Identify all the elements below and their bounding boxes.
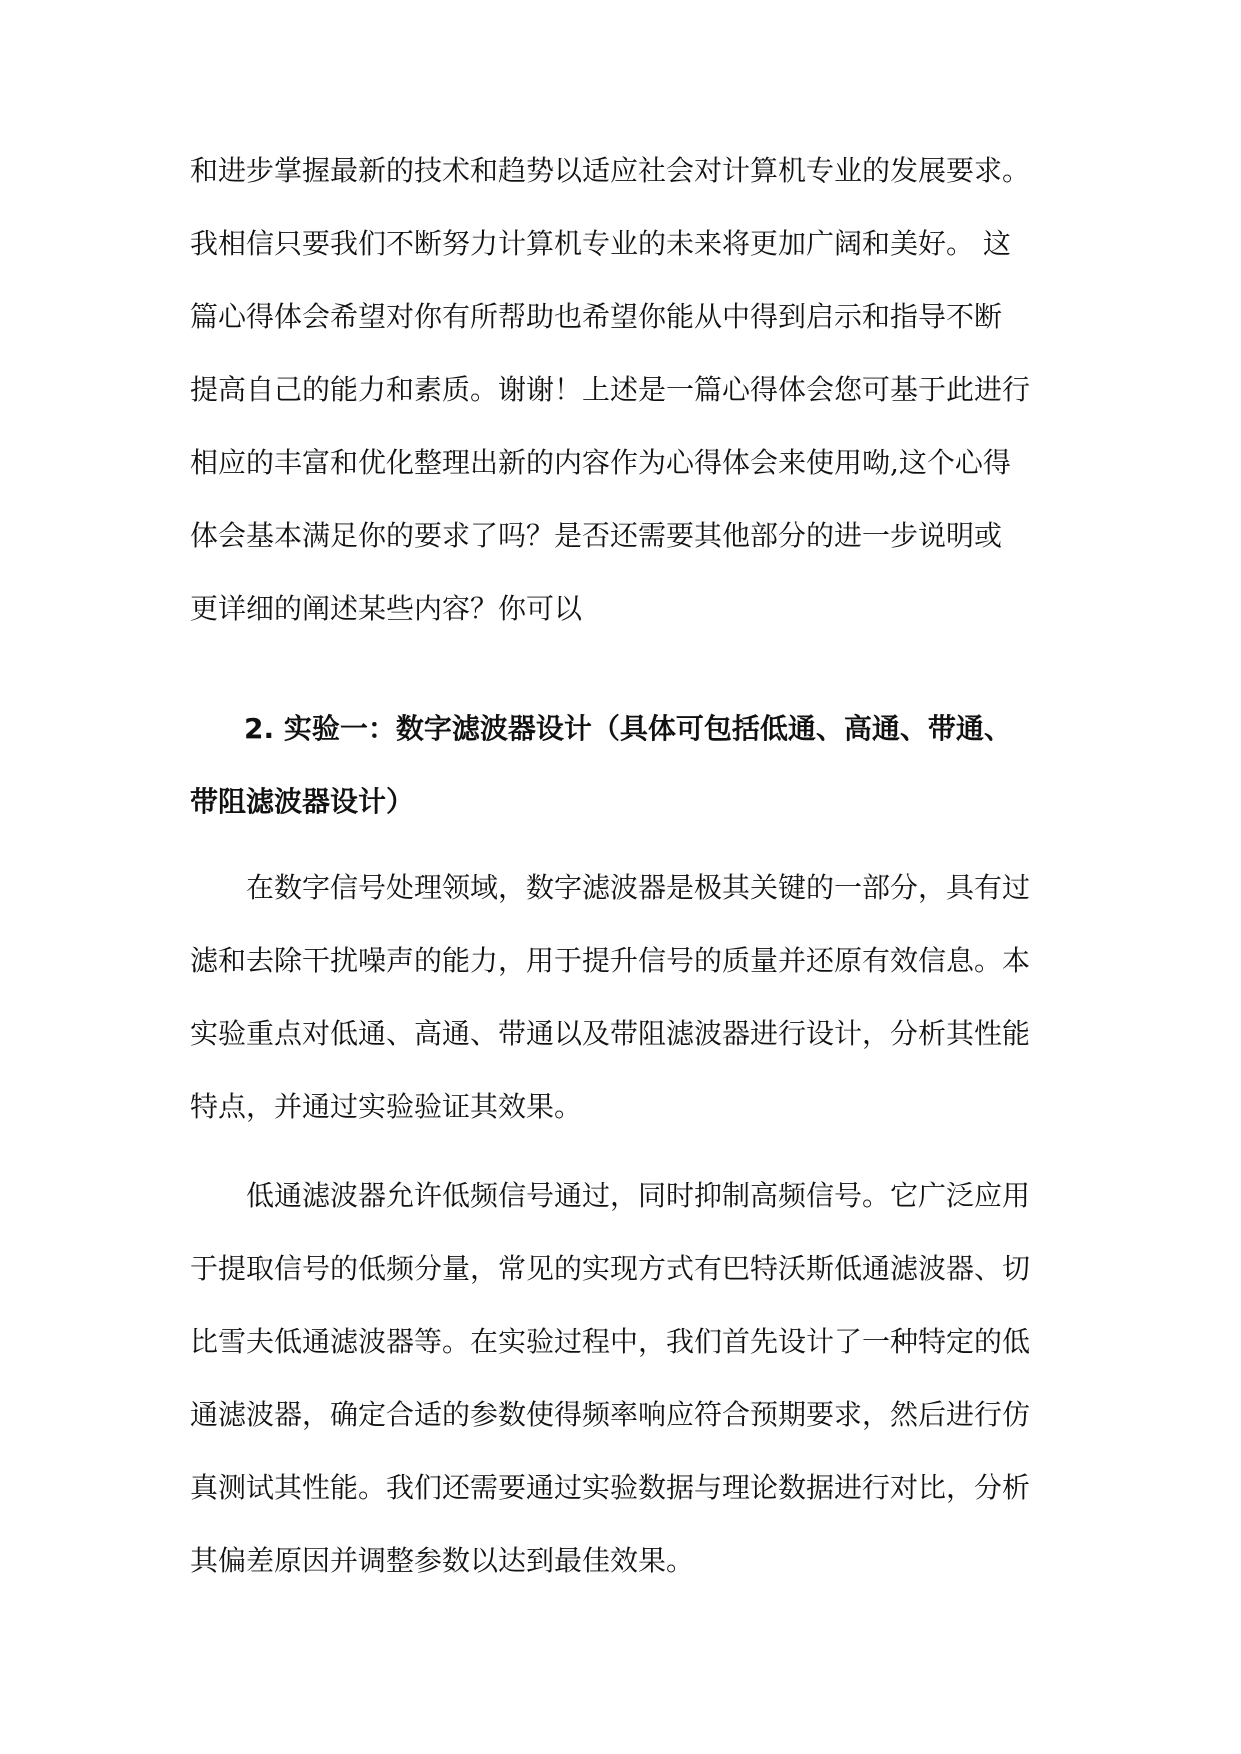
intro-line-1: 和进步掌握最新的技术和趋势以适应社会对计算机专业的发展要求。 (190, 154, 1031, 187)
paragraph2-line-3: 比雪夫低通滤波器等。在实验过程中，我们首先设计了一种特定的低 (190, 1325, 1031, 1358)
intro-line-4: 提高自己的能力和素质。谢谢！上述是一篇心得体会您可基于此进行 (190, 373, 1031, 406)
section-heading-line-1: 2. 实验一：数字滤波器设计（具体可包括低通、高通、带通、 (244, 712, 1012, 745)
paragraph2-line-6: 其偏差原因并调整参数以达到最佳效果。 (190, 1544, 695, 1577)
intro-line-6: 体会基本满足你的要求了吗？是否还需要其他部分的进一步说明或 (190, 519, 1003, 552)
paragraph2-line-1: 低通滤波器允许低频信号通过，同时抑制高频信号。它广泛应用 (246, 1179, 1031, 1212)
section-heading-line-2: 带阻滤波器设计） (190, 785, 415, 818)
paragraph2-line-4: 通滤波器，确定合适的参数使得频率响应符合预期要求，然后进行仿 (190, 1398, 1031, 1431)
intro-line-3: 篇心得体会希望对你有所帮助也希望你能从中得到启示和指导不断 (190, 300, 1003, 333)
paragraph2-line-5: 真测试其性能。我们还需要通过实验数据与理论数据进行对比，分析 (190, 1471, 1031, 1504)
paragraph1-line-1: 在数字信号处理领域，数字滤波器是极其关键的一部分，具有过 (246, 871, 1031, 904)
intro-line-5: 相应的丰富和优化整理出新的内容作为心得体会来使用呦,这个心得 (190, 446, 1011, 479)
paragraph1-line-4: 特点，并通过实验验证其效果。 (190, 1090, 583, 1123)
paragraph1-line-2: 滤和去除干扰噪声的能力，用于提升信号的质量并还原有效信息。本 (190, 944, 1031, 977)
intro-line-2: 我相信只要我们不断努力计算机专业的未来将更加广阔和美好。 这 (190, 227, 1011, 260)
paragraph2-line-2: 于提取信号的低频分量，常见的实现方式有巴特沃斯低通滤波器、切 (190, 1252, 1031, 1285)
intro-line-7: 更详细的阐述某些内容？你可以 (190, 592, 583, 625)
paragraph1-line-3: 实验重点对低通、高通、带通以及带阻滤波器进行设计，分析其性能 (190, 1017, 1031, 1050)
